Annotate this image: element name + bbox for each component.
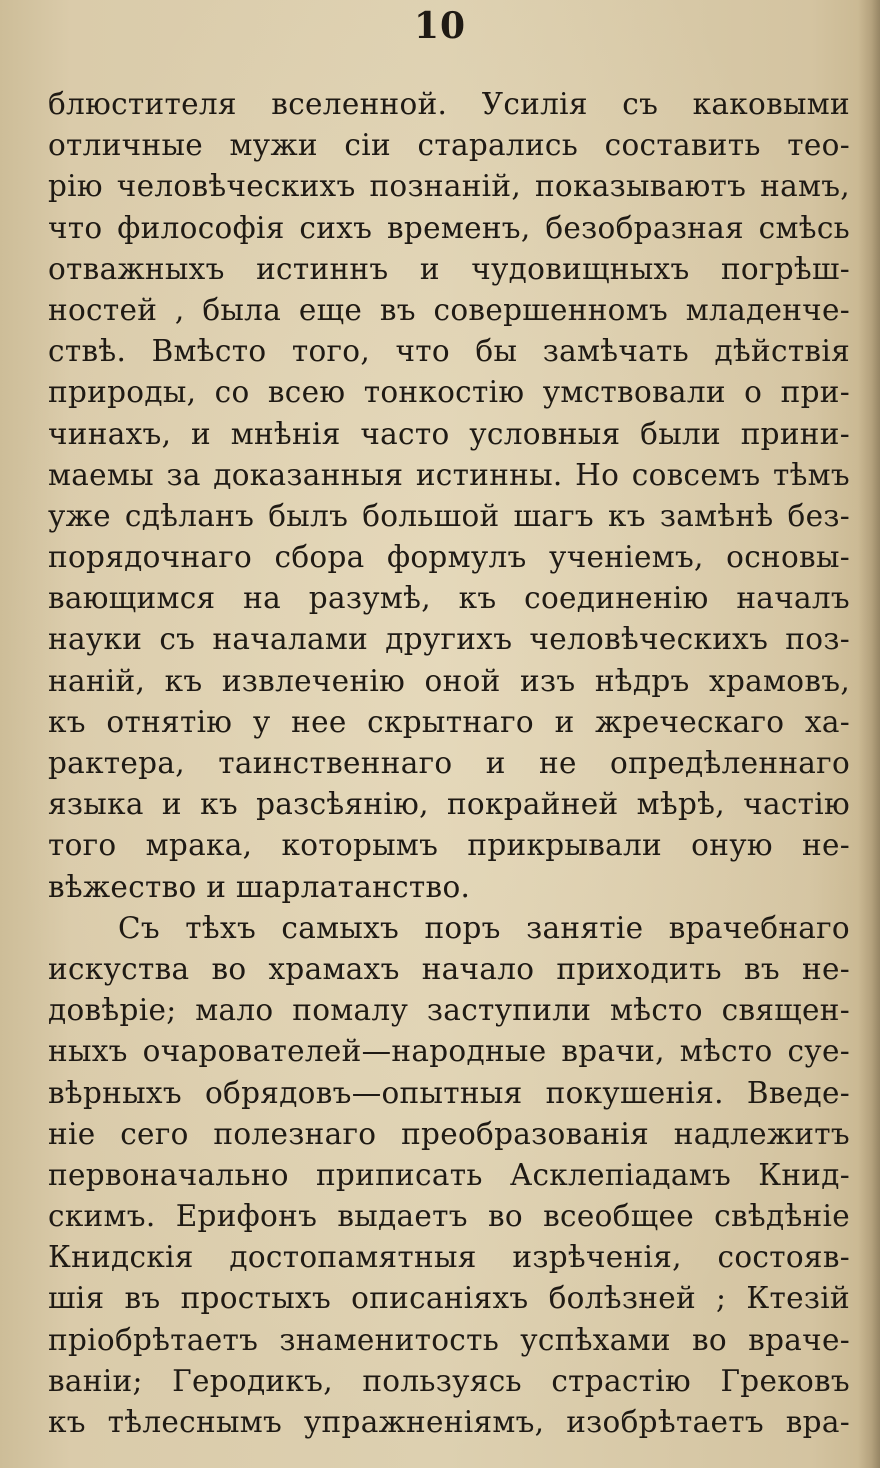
text-line: что философія сихъ временъ, безобразная смѣсь [48,210,850,245]
text-line: чинахъ, и мнѣнія часто условныя были прини- [48,416,850,451]
text-line: порядочнаго сбора формулъ ученіемъ, основы- [48,540,850,575]
text-line: первоначально приписать Асклепіадамъ Книд- [48,1157,850,1192]
text-line: къ отнятію у нее скрытнаго и жреческаго ха- [48,704,850,739]
text-line: уже сдѣланъ былъ большой шагъ къ замѣнѣ без- [48,498,850,533]
text-line: скимъ. Ерифонъ выдаетъ во всеобщее свѣдѣніе [48,1199,850,1234]
text-line: вающимся на разумѣ, къ соединенію началъ [48,581,850,616]
text-line: ніе сего полезнаго преобразованія надлежитъ [48,1116,850,1151]
page-number: 10 [413,5,467,47]
text-line: отважныхъ истиннъ и чудовищныхъ погрѣш- [48,251,850,286]
text-line: природы, со всею тонкостію умствовали о при- [48,375,850,410]
text-line: шія въ простыхъ описаніяхъ болѣзней ; Ктезій [48,1281,850,1316]
text-line: рактера, таинственнаго и не опредѣленнаго [48,746,850,780]
text-line: рію человѣческихъ познаній, показываютъ намъ, [48,169,850,204]
text-line: того мрака, которымъ прикрывали оную не- [48,828,850,863]
text-line: маемы за доказанныя истинны. Но совсемъ тѣмъ [48,457,850,492]
text-line: наній, къ извлеченію оной изъ нѣдръ храмовъ, [48,663,850,698]
text-line: вѣрныхъ обрядовъ—опытныя покушенія. Введе- [48,1075,850,1110]
page-edge-shadow [858,0,880,1468]
text-line: науки съ началами другихъ человѣческихъ поз- [48,622,850,657]
text-line: ныхъ очарователей—народные врачи, мѣсто суе- [48,1034,850,1069]
page-text [48,84,850,1443]
text-line: ностей , была еще въ совершенномъ младенче- [48,292,850,327]
text-line: Книдскія достопамятныя изрѣченія, состояв- [48,1240,850,1275]
text-line: искуства во храмахъ начало приходить въ не- [48,951,850,986]
text-line: ствѣ. Вмѣсто того, что бы замѣчать дѣйствія [48,334,850,369]
text-line: языка и къ разсѣянію, покрайней мѣрѣ, частію [48,787,850,822]
text-line-paragraph-end: вѣжество и шарлатанство. [48,869,471,904]
text-line: отличные мужи сіи старались составить тео- [48,128,850,163]
text-line: довѣріе; мало помалу заступили мѣсто священ- [48,993,850,1028]
text-line: пріобрѣтаетъ знаменитость успѣхами во враче- [48,1322,850,1357]
text-line: къ тѣлеснымъ упражненіямъ, изобрѣтаетъ вра- [48,1405,850,1439]
text-line: ваніи; Геродикъ, пользуясь страстію Грековъ [48,1363,850,1398]
text-line-paragraph-start: Съ тѣхъ самыхъ поръ занятіе врачебнаго [118,910,850,945]
text-line: блюстителя вселенной. Усилія съ каковыми [48,87,850,121]
